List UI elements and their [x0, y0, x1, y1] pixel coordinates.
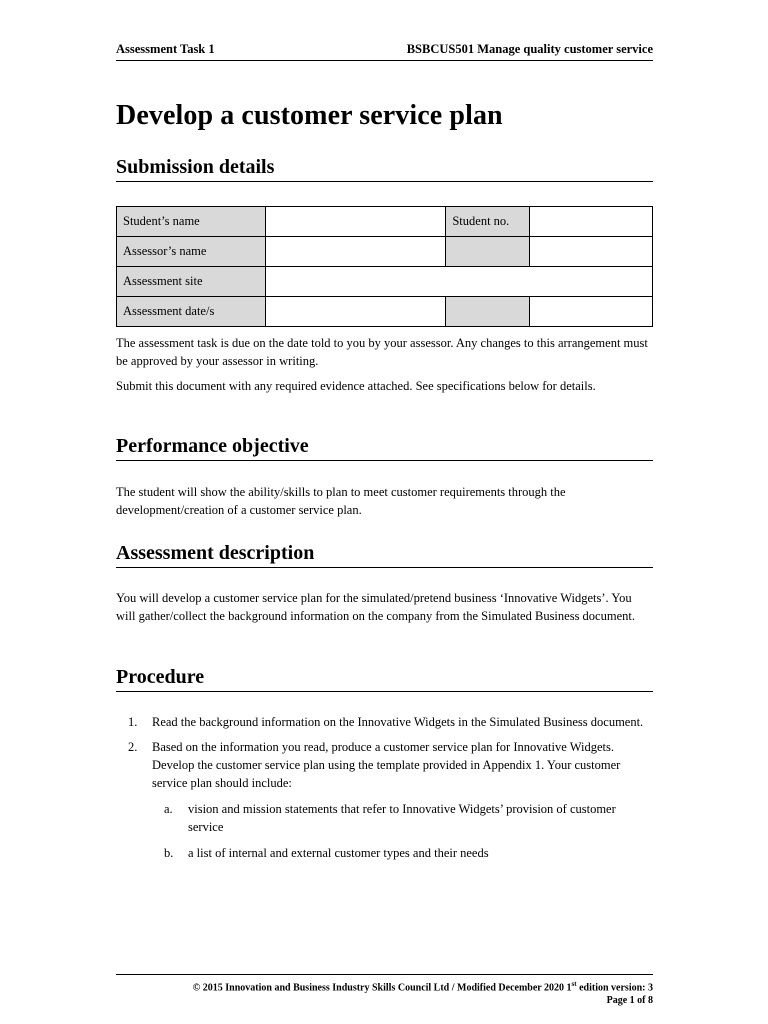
footer-copyright: [116, 978, 653, 994]
submission-table: [116, 206, 653, 327]
assessment-date-field[interactable]: [265, 297, 446, 327]
table-row: [117, 297, 653, 327]
list-item: [116, 713, 653, 731]
sub-step-text: a list of internal and external customer types and their needs: [188, 846, 489, 860]
page-header: [116, 42, 653, 61]
description-heading: Assessment description: [116, 542, 653, 568]
step-number: 2.: [128, 740, 138, 754]
list-item: [152, 844, 653, 862]
page-footer: [116, 974, 653, 1007]
assessor-name-label: Assessor’s name: [117, 237, 266, 267]
assessor-name-field[interactable]: [265, 237, 446, 267]
assessment-date-extra-field[interactable]: [530, 297, 653, 327]
student-name-label: Student’s name: [117, 207, 266, 237]
performance-heading: Performance objective: [116, 435, 653, 461]
sub-step-text: vision and mission statements that refer to Innovative Widgets’ provision of customer service: [188, 802, 616, 834]
step-text: Based on the information you read, produce a customer service plan for Innovative Widgets. Develop the customer service plan using the template provided in Appendix 1. Your customer service plan should include:: [152, 740, 621, 790]
step-text: Read the background information on the Innovative Widgets in the Simulated Business document.: [152, 715, 644, 729]
performance-text: The student will show the ability/skills to plan to meet customer requirements through the development/creation of a customer service plan.: [116, 485, 566, 517]
document-page: [116, 0, 653, 1024]
header-right: BSBCUS501 Manage quality customer service: [406, 42, 653, 56]
student-no-label: Student no.: [446, 207, 530, 237]
submission-heading: Submission details: [116, 156, 653, 182]
footer-superscript: st: [571, 980, 577, 988]
assessment-site-field[interactable]: [265, 267, 652, 297]
procedure-heading: Procedure: [116, 666, 653, 692]
table-row: [117, 267, 653, 297]
page-title: Develop a customer service plan: [116, 100, 503, 131]
sub-step-letter: a.: [164, 802, 173, 816]
submission-note-due: The assessment task is due on the date told to you by your assessor. Any changes to this arrangement must be approved by your assessor in writing.: [116, 336, 648, 368]
list-item: [116, 738, 653, 862]
date-blank-shaded-cell: [446, 297, 530, 327]
footer-page-number: Page 1 of 8: [606, 995, 653, 1007]
assessment-date-label: Assessment date/s: [117, 297, 266, 327]
footer-copyright-text: © 2015 Innovation and Business Industry Skills Council Ltd / Modified December 2020 1: [192, 982, 572, 994]
sub-step-letter: b.: [164, 846, 174, 860]
assessment-site-label: Assessment site: [117, 267, 266, 297]
assessor-extra-field[interactable]: [530, 237, 653, 267]
table-row: [117, 207, 653, 237]
header-left: Assessment Task 1: [116, 42, 215, 56]
list-item: [152, 800, 653, 836]
description-text: You will develop a customer service plan for the simulated/pretend business ‘Innovative Widgets’. You will gather/collect the background information on the company from the Simulated Business document.: [116, 591, 635, 623]
student-name-field[interactable]: [265, 207, 446, 237]
assessor-blank-shaded-cell: [446, 237, 530, 267]
footer-edition: edition version: 3: [576, 982, 653, 994]
student-no-field[interactable]: [530, 207, 653, 237]
sub-step-list: [152, 800, 653, 862]
submission-note-submit: Submit this document with any required evidence attached. See specifications below for details.: [116, 379, 596, 393]
procedure-list: [116, 713, 653, 870]
step-number: 1.: [128, 715, 138, 729]
table-row: [117, 237, 653, 267]
